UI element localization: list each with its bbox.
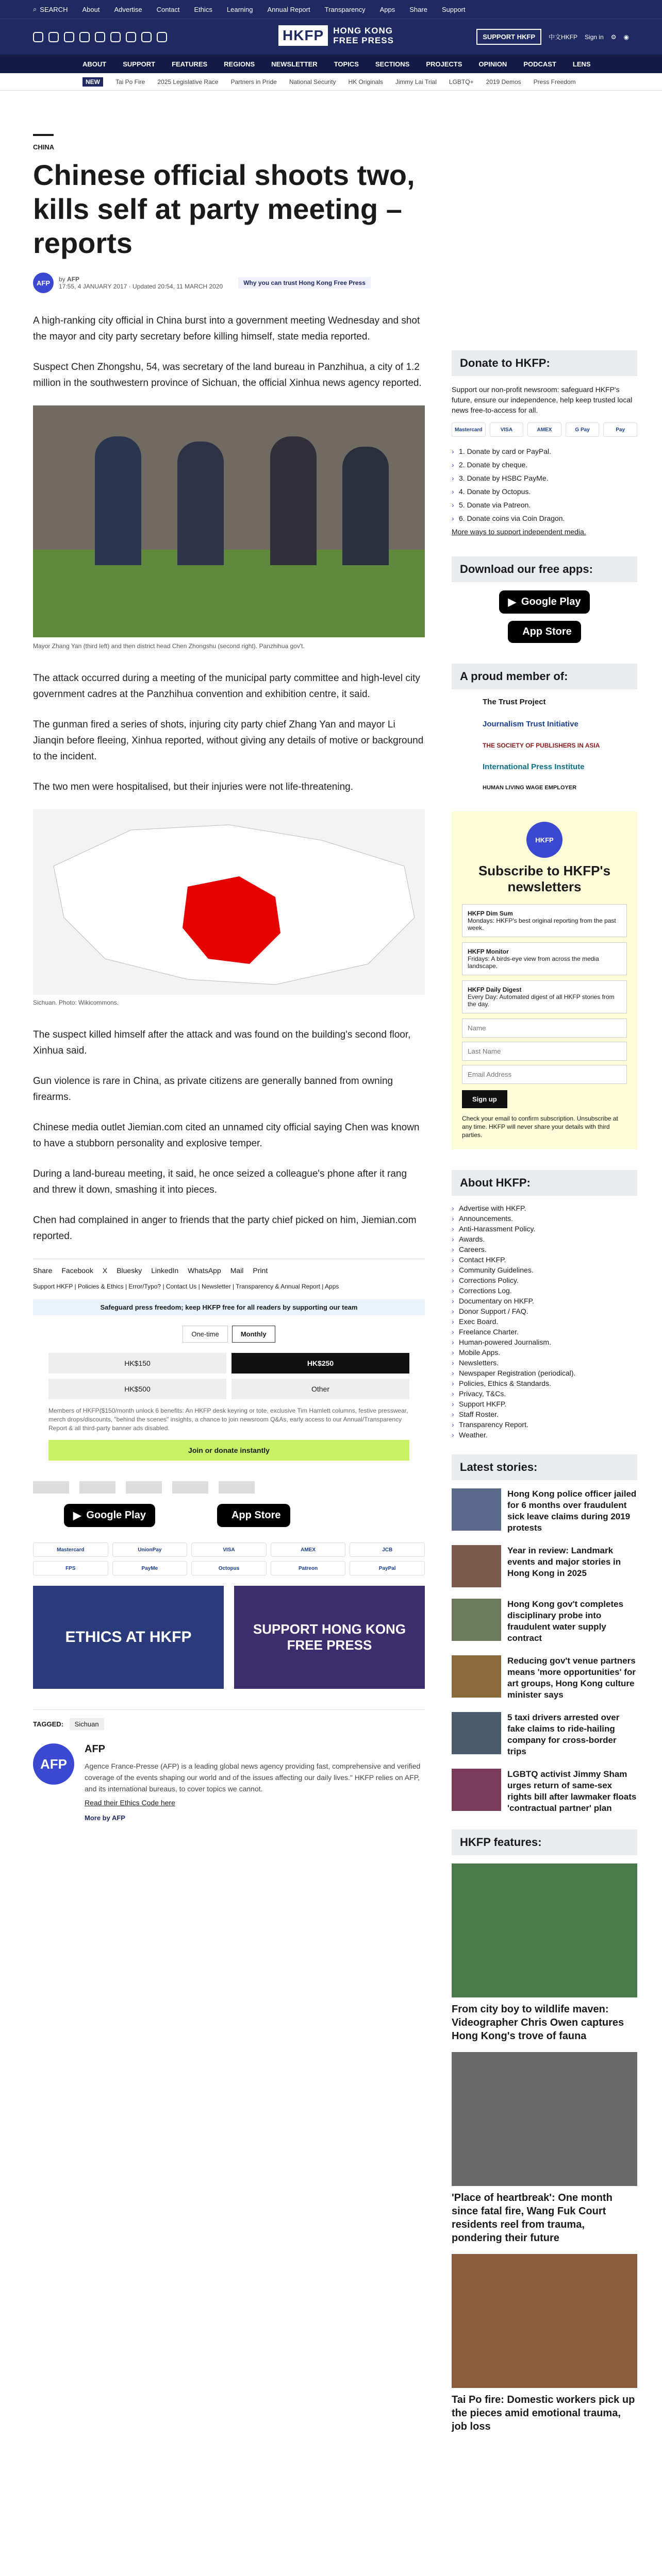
about-link[interactable]: › Newsletters. <box>452 1359 637 1367</box>
story-title[interactable]: 5 taxi drivers arrested over fake claims to ride-hailing company for cross-border trips <box>507 1713 620 1756</box>
x-icon[interactable] <box>48 32 59 42</box>
sidebar <box>452 350 637 2443</box>
about-title: About HKFP: <box>452 1170 637 1196</box>
threads-icon[interactable] <box>79 32 90 42</box>
contact-link[interactable]: Contact <box>156 5 180 13</box>
app-store-label: App Store <box>231 1510 281 1521</box>
youtube-icon[interactable] <box>110 32 121 42</box>
payment-unionpay: UnionPay <box>112 1543 188 1557</box>
story-thumbnail[interactable] <box>452 1655 501 1698</box>
category-bar <box>33 134 54 136</box>
bluesky-icon[interactable] <box>95 32 105 42</box>
paragraph: A high-ranking city official in China burst into a government meeting Wednesday and shot the mayor and city party secretary before killing himself, state media reported. <box>33 315 420 342</box>
member-sopa[interactable]: THE SOCIETY OF PUBLISHERS IN ASIA <box>483 742 600 749</box>
story-title[interactable]: Year in review: Landmark events and major stories in Hong Kong in 2025 <box>507 1546 621 1578</box>
trending-jimmy-lai[interactable]: Jimmy Lai Trial <box>395 78 437 86</box>
donate-way[interactable]: › 3. Donate by HSBC PayMe. <box>452 474 637 482</box>
google-play-icon: ▶ <box>73 1510 81 1521</box>
membership-text: Members of HKFP($150/month unlock 6 benefits: An HKFP desk keyring or tote, exclusive Tim Hamlett columns, festive presswear, merch drops/discounts, "behind the scenes" insights, a chance to join newsroom Q&As, early access to our Annual/Transparency Report & all third-party banner ads disabled. <box>48 1407 408 1432</box>
instagram-icon[interactable] <box>64 32 74 42</box>
about-link[interactable]: › Freelance Charter. <box>452 1328 637 1336</box>
sb-google-label: Google Play <box>521 596 581 607</box>
trending-2019[interactable]: 2019 Demos <box>486 78 521 86</box>
latest-title: Latest stories: <box>452 1454 637 1480</box>
nav-opinion[interactable]: OPINION <box>478 60 507 68</box>
logo-line1: HONG KONG <box>333 26 393 36</box>
sb-visa: VISA <box>490 422 524 437</box>
donate-ways <box>452 447 637 522</box>
more-by-author[interactable]: More by AFP <box>85 1814 125 1822</box>
story-thumbnail[interactable] <box>452 1488 501 1531</box>
ethics-banner[interactable]: ETHICS AT HKFP <box>33 1586 224 1689</box>
story-thumbnail[interactable] <box>452 1769 501 1811</box>
paragraph: During a land-bureau meeting, it said, he once seized a colleague's phone after it rang and threw it down, smashing it into pieces. <box>33 1168 407 1195</box>
newsletter-option-monitor[interactable] <box>462 942 627 975</box>
amount-grid <box>48 1353 409 1399</box>
newsletter-note: Check your email to confirm subscription. Unsubscribe at any time. HKFP will never share your details with third parties. <box>462 1115 618 1139</box>
about-link[interactable]: › Anti-Harassment Policy. <box>452 1225 637 1233</box>
latest-story[interactable] <box>452 1545 637 1587</box>
nav-about[interactable]: ABOUT <box>82 60 107 68</box>
trending-lgbtq[interactable]: LGBTQ+ <box>449 78 474 86</box>
story-title[interactable]: Hong Kong police officer jailed for 6 months over fraudulent sick leave claims during 2019 protests <box>507 1489 637 1533</box>
telegram-icon[interactable] <box>141 32 152 42</box>
support-banner[interactable]: SUPPORT HONG KONG FREE PRESS <box>234 1586 425 1689</box>
footer-links[interactable]: Support HKFP | Policies & Ethics | Error/Typo? | Contact Us | Newsletter | Transparency & Annual Report | Apps <box>33 1283 339 1290</box>
about-link[interactable]: › Community Guidelines. <box>452 1266 637 1274</box>
member-trust-project[interactable]: The Trust Project <box>483 698 546 706</box>
article-title: Chinese official shoots two, kills self at party meeting – reports <box>33 159 415 259</box>
latest-story[interactable] <box>452 1488 637 1534</box>
nav-regions[interactable]: REGIONS <box>224 60 255 68</box>
search-button[interactable] <box>33 5 68 13</box>
member-list <box>452 698 637 791</box>
paragraph: The attack occurred during a meeting of the municipal party committee and high-level city government cadres at the Panzhihua convention and exhibition centre, it said. <box>33 673 420 700</box>
promo-banners <box>33 1586 425 1689</box>
tag-sichuan[interactable]: Sichuan <box>70 1718 104 1730</box>
nl1-desc: Mondays: HKFP's best original reporting from the past week. <box>468 917 616 931</box>
donate-title: Donate to HKFP: <box>452 350 637 376</box>
about-link[interactable]: › Corrections Log. <box>452 1286 637 1295</box>
photo-caption: Mayor Zhang Yan (third left) and then district head Chen Zhongshu (second right). Panzhihua gov't. <box>33 642 305 650</box>
share-facebook[interactable]: Facebook <box>61 1266 93 1275</box>
amount-other[interactable]: Other <box>231 1379 409 1399</box>
nav-features[interactable]: FEATURES <box>172 60 208 68</box>
features-title: HKFP features: <box>452 1829 637 1855</box>
ethics-link[interactable]: Ethics <box>194 5 212 13</box>
about-link[interactable]: › Careers. <box>452 1245 637 1253</box>
about-link[interactable]: › Staff Roster. <box>452 1410 637 1418</box>
latest-stories <box>452 1488 637 1814</box>
sb-apple-label: App Store <box>522 626 572 637</box>
about-link[interactable]: About <box>82 5 100 13</box>
byline: AFP by AFP 17:55, 4 JANUARY 2017 · Updated 20:54, 11 MARCH 2020 Why you can trust Hong Kong Free Press <box>33 273 425 293</box>
about-link[interactable]: › Documentary on HKFP. <box>452 1297 637 1305</box>
photo-person <box>270 436 317 565</box>
signin-link[interactable]: Sign in <box>585 33 604 41</box>
google-play-button[interactable] <box>64 1504 155 1527</box>
author-name[interactable]: AFP <box>67 276 80 283</box>
tagged-label: TAGGED: <box>33 1720 63 1728</box>
support-link[interactable]: Support <box>441 5 466 13</box>
author-box-name[interactable]: AFP <box>85 1743 105 1755</box>
share-print[interactable]: Print <box>253 1266 268 1275</box>
donate-banner[interactable]: Safeguard press freedom; keep HKFP free for all readers by supporting our team <box>33 1299 425 1315</box>
new-badge: NEW <box>82 77 103 87</box>
payment-visa: VISA <box>191 1543 267 1557</box>
donate-way[interactable]: › 5. Donate via Patreon. <box>452 501 637 509</box>
ipi-logo[interactable] <box>172 1481 208 1494</box>
chinese-link[interactable]: 中文HKFP <box>549 33 578 41</box>
annual-report-link[interactable]: Annual Report <box>267 5 310 13</box>
sb-google-play-button[interactable] <box>499 590 590 614</box>
logo-text <box>333 26 394 45</box>
rss-icon[interactable] <box>157 32 167 42</box>
sidebar-payment-logos <box>452 422 637 437</box>
sb-app-store-button[interactable] <box>508 621 581 643</box>
about-link[interactable]: › Weather. <box>452 1431 637 1439</box>
payment-jcb: JCB <box>350 1543 425 1557</box>
sb-mastercard: Mastercard <box>452 422 486 437</box>
member-living-wage[interactable]: HUMAN LIVING WAGE EMPLOYER <box>483 785 577 791</box>
social-icons <box>33 32 167 42</box>
search-icon: ⌕ <box>33 5 37 13</box>
user-icon[interactable]: ◉ <box>623 33 629 41</box>
learning-link[interactable]: Learning <box>226 5 253 13</box>
share-mail[interactable]: Mail <box>230 1266 244 1275</box>
sb-pay: Pay <box>603 422 637 437</box>
name-field[interactable] <box>462 1019 627 1038</box>
article-category[interactable]: CHINA <box>33 143 55 151</box>
payment-payme: PayMe <box>112 1561 188 1575</box>
site-logo[interactable] <box>278 25 394 46</box>
trending-tai-po-fire[interactable]: Tai Po Fire <box>115 78 145 86</box>
support-hkfp-button[interactable]: SUPPORT HKFP <box>476 29 541 45</box>
one-time-tab[interactable]: One-time <box>183 1326 227 1343</box>
author-box-avatar[interactable]: AFP <box>33 1743 74 1785</box>
about-link[interactable]: › Support HKFP. <box>452 1400 637 1408</box>
email-field[interactable] <box>462 1065 627 1084</box>
share-link[interactable]: Share <box>409 5 427 13</box>
nl1-title: HKFP Dim Sum <box>468 910 513 917</box>
advertise-link[interactable]: Advertise <box>114 5 142 13</box>
ethics-code-link[interactable]: Read their Ethics Code here <box>85 1799 175 1807</box>
author-bio: Agence France-Presse (AFP) is a leading global news agency providing fast, comprehensive and verified coverage of the events shaping our world and of the issues affecting our daily lives." HKFP relies on AFP, and its international bureaus, to cover topics we cannot. <box>85 1762 421 1793</box>
newsletter-box <box>452 811 637 1149</box>
about-link[interactable]: › Newspaper Registration (periodical). <box>452 1369 637 1377</box>
donate-intro[interactable]: Support our non-profit newsroom: safeguard HKFP's future, ensure our independence, help keep trusted local news free-to-access for all. <box>452 385 633 414</box>
member-ipi[interactable]: International Press Institute <box>483 762 585 771</box>
linkedin-icon[interactable] <box>126 32 136 42</box>
nav-lens[interactable]: LENS <box>572 60 591 68</box>
about-links <box>452 1204 637 1439</box>
latest-story[interactable] <box>452 1769 637 1814</box>
payment-mastercard: Mastercard <box>33 1543 108 1557</box>
payment-octopus: Octopus <box>191 1561 267 1575</box>
paragraph: The two men were hospitalised, but their injuries were not life-threatening. <box>33 782 353 792</box>
nav-support[interactable]: SUPPORT <box>123 60 156 68</box>
photo-person <box>342 447 389 565</box>
latest-story[interactable] <box>452 1599 637 1644</box>
settings-icon[interactable]: ⚙ <box>610 33 617 41</box>
payment-fps: FPS <box>33 1561 108 1575</box>
paragraph: Suspect Chen Zhongshu, 54, was secretary of the land bureau in Panzhihua, a city of 1.2 million in the southwestern province of Sichuan, the official Xinhua news agency reported. <box>33 362 422 388</box>
donate-frequency <box>33 1326 425 1343</box>
about-link[interactable]: › Mobile Apps. <box>452 1348 637 1357</box>
nl2-desc: Fridays: A birds-eye view from across the media landscape. <box>468 955 599 970</box>
story-title[interactable]: Reducing gov't venue partners means 'more opportunities' for art groups, Hong Kong culture minister says <box>507 1656 636 1700</box>
join-button[interactable]: Join or donate instantly <box>48 1440 409 1461</box>
latest-story[interactable] <box>452 1655 637 1701</box>
about-link[interactable]: › Exec Board. <box>452 1317 637 1326</box>
trust-project-logo[interactable] <box>33 1481 69 1494</box>
member-logos-row <box>33 1481 425 1494</box>
nav-podcast[interactable]: PODCAST <box>523 60 556 68</box>
newsletter-title: Subscribe to HKFP's newsletters <box>478 863 611 894</box>
nl2-title: HKFP Monitor <box>468 948 509 955</box>
share-whatsapp[interactable]: WhatsApp <box>188 1266 221 1275</box>
feature-image[interactable] <box>452 1863 637 1997</box>
amount-250[interactable]: HK$250 <box>231 1353 409 1374</box>
apps-link[interactable]: Apps <box>379 5 395 13</box>
paragraph: Chen had complained in anger to friends that the party chief picked on him, Jiemian.com reported. <box>33 1215 417 1242</box>
about-link[interactable]: › Human-powered Journalism. <box>452 1338 637 1346</box>
about-link[interactable]: › Announcements. <box>452 1214 637 1223</box>
trending-pride[interactable]: Partners in Pride <box>230 78 277 86</box>
main-nav <box>0 55 662 73</box>
feature-story[interactable] <box>452 1863 637 2043</box>
nl3-desc: Every Day: Automated digest of all HKFP stories from the day. <box>468 993 615 1008</box>
logo-box: HKFP <box>278 25 328 46</box>
last-name-field[interactable] <box>462 1042 627 1061</box>
story-thumbnail[interactable] <box>452 1545 501 1587</box>
amount-150[interactable]: HK$150 <box>48 1353 226 1374</box>
trending-bar <box>0 73 662 91</box>
latest-story[interactable] <box>452 1712 637 1757</box>
trending-originals[interactable]: HK Originals <box>348 78 383 86</box>
sb-google-play-icon: ▶ <box>508 597 516 608</box>
donate-way[interactable]: › 4. Donate by Octopus. <box>452 487 637 496</box>
photo-person <box>177 442 224 565</box>
map-caption: Sichuan. Photo: Wikicommons. <box>33 999 119 1006</box>
china-map-svg <box>33 809 425 995</box>
feature-title[interactable]: 'Place of heartbreak': One month since fatal fire, Wang Fuk Court residents reel from trauma, pondering their future <box>452 2192 613 2244</box>
donate-way[interactable]: › 2. Donate by cheque. <box>452 461 637 469</box>
author-avatar[interactable]: AFP <box>33 273 54 293</box>
donate-way[interactable]: › 6. Donate coins via Coin Dragon. <box>452 514 637 522</box>
about-link[interactable]: › Corrections Policy. <box>452 1276 637 1284</box>
member-jti[interactable]: Journalism Trust Initiative <box>483 720 578 728</box>
nav-newsletter[interactable]: NEWSLETTER <box>271 60 318 68</box>
feature-story[interactable] <box>452 2052 637 2245</box>
nav-projects[interactable]: PROJECTS <box>426 60 462 68</box>
about-link[interactable]: › Awards. <box>452 1235 637 1243</box>
app-buttons <box>64 1504 425 1527</box>
payment-amex: AMEX <box>271 1543 346 1557</box>
jti-logo[interactable] <box>79 1481 115 1494</box>
newsletter-badge: HKFP <box>526 822 562 858</box>
paragraph: The suspect killed himself after the attack and was found on the building's second floor, Xinhua said. <box>33 1029 411 1056</box>
feature-story[interactable] <box>452 2254 637 2433</box>
article-photo <box>33 405 425 637</box>
about-link[interactable]: › Privacy, T&Cs. <box>452 1389 637 1398</box>
signup-button[interactable]: Sign up <box>462 1090 507 1108</box>
sb-amex: AMEX <box>527 422 561 437</box>
sb-gpay: G Pay <box>566 422 600 437</box>
trending-security[interactable]: National Security <box>289 78 336 86</box>
donate-way[interactable]: › 1. Donate by card or PayPal. <box>452 447 637 455</box>
about-link[interactable]: › Advertise with HKFP. <box>452 1204 637 1212</box>
about-link[interactable]: › Transparency Report. <box>452 1420 637 1429</box>
transparency-link[interactable]: Transparency <box>324 5 366 13</box>
story-title[interactable]: LGBTQ activist Jimmy Sham urges return of same-sex rights bill after lawmaker floats 'contractual partner' plan <box>507 1769 637 1813</box>
about-link[interactable]: › Contact HKFP. <box>452 1256 637 1264</box>
photo-person <box>95 436 141 565</box>
paragraph: Gun violence is rare in China, as private citizens are generally banned from owning firearms. <box>33 1076 393 1103</box>
apps-title: Download our free apps: <box>452 556 637 582</box>
story-title[interactable]: Hong Kong gov't completes disciplinary probe into fraudulent water supply contract <box>507 1599 624 1643</box>
nav-sections[interactable]: SECTIONS <box>375 60 410 68</box>
share-bluesky[interactable]: Bluesky <box>117 1266 142 1275</box>
feature-title[interactable]: Tai Po fire: Domestic workers pick up the pieces amid emotional trauma, job loss <box>452 2394 635 2432</box>
story-thumbnail[interactable] <box>452 1712 501 1754</box>
newsletter-option-dimsum[interactable] <box>462 904 627 937</box>
payment-patreon: Patreon <box>271 1561 346 1575</box>
nl3-title: HKFP Daily Digest <box>468 986 522 993</box>
more-ways-link[interactable]: More ways to support independent media. <box>452 528 586 536</box>
payment-logos <box>33 1543 425 1575</box>
about-link[interactable]: › Policies, Ethics & Standards. <box>452 1379 637 1387</box>
share-label: Share <box>33 1266 53 1275</box>
share-linkedin[interactable]: LinkedIn <box>151 1266 179 1275</box>
trust-link[interactable]: Why you can trust Hong Kong Free Press <box>238 277 371 289</box>
amount-500[interactable]: HK$500 <box>48 1379 226 1399</box>
article <box>33 134 425 1822</box>
features-list <box>452 1863 637 2433</box>
member-title: A proud member of: <box>452 664 637 689</box>
logo-line2: FREE PRESS <box>333 36 394 45</box>
newsletter-option-digest[interactable] <box>462 980 627 1013</box>
facebook-icon[interactable] <box>33 32 43 42</box>
about-link[interactable]: › Donor Support / FAQ. <box>452 1307 637 1315</box>
search-label: SEARCH <box>40 5 68 13</box>
paragraph: The gunman fired a series of shots, injuring city party chief Zhang Yan and mayor Li Jianqin before fleeing, Xinhua reported, without giving any details of motive or background to the incident. <box>33 719 424 762</box>
trending-press-freedom[interactable]: Press Freedom <box>533 78 576 86</box>
sidebar-app-buttons <box>452 590 637 643</box>
paragraph: Chinese media outlet Jiemian.com cited an unnamed city official saying Chen was known to have a stubborn personality and explosive temper. <box>33 1122 420 1149</box>
google-play-label: Google Play <box>86 1510 146 1521</box>
author-box <box>33 1743 425 1822</box>
sichuan-map <box>33 809 425 995</box>
feature-title[interactable]: From city boy to wildlife maven: Videographer Chris Owen captures Hong Kong's trove of fauna <box>452 2004 624 2042</box>
byline-prefix: by <box>59 276 65 283</box>
updated-date: Updated 20:54, 11 MARCH 2020 <box>132 283 223 290</box>
nav-topics[interactable]: TOPICS <box>334 60 359 68</box>
sopa-logo[interactable] <box>126 1481 162 1494</box>
payment-paypal: PayPal <box>350 1561 425 1575</box>
feature-image[interactable] <box>452 2052 637 2186</box>
app-store-button[interactable] <box>217 1504 290 1527</box>
share-x[interactable]: X <box>102 1266 108 1275</box>
trending-legislative[interactable]: 2025 Legislative Race <box>157 78 219 86</box>
monthly-tab[interactable]: Monthly <box>232 1326 275 1343</box>
share-bar <box>33 1259 425 1275</box>
story-thumbnail[interactable] <box>452 1599 501 1641</box>
living-wage-logo[interactable] <box>219 1481 255 1494</box>
publish-date: 17:55, 4 JANUARY 2017 <box>59 283 127 290</box>
feature-image[interactable] <box>452 2254 637 2388</box>
tags-row <box>33 1709 425 1728</box>
